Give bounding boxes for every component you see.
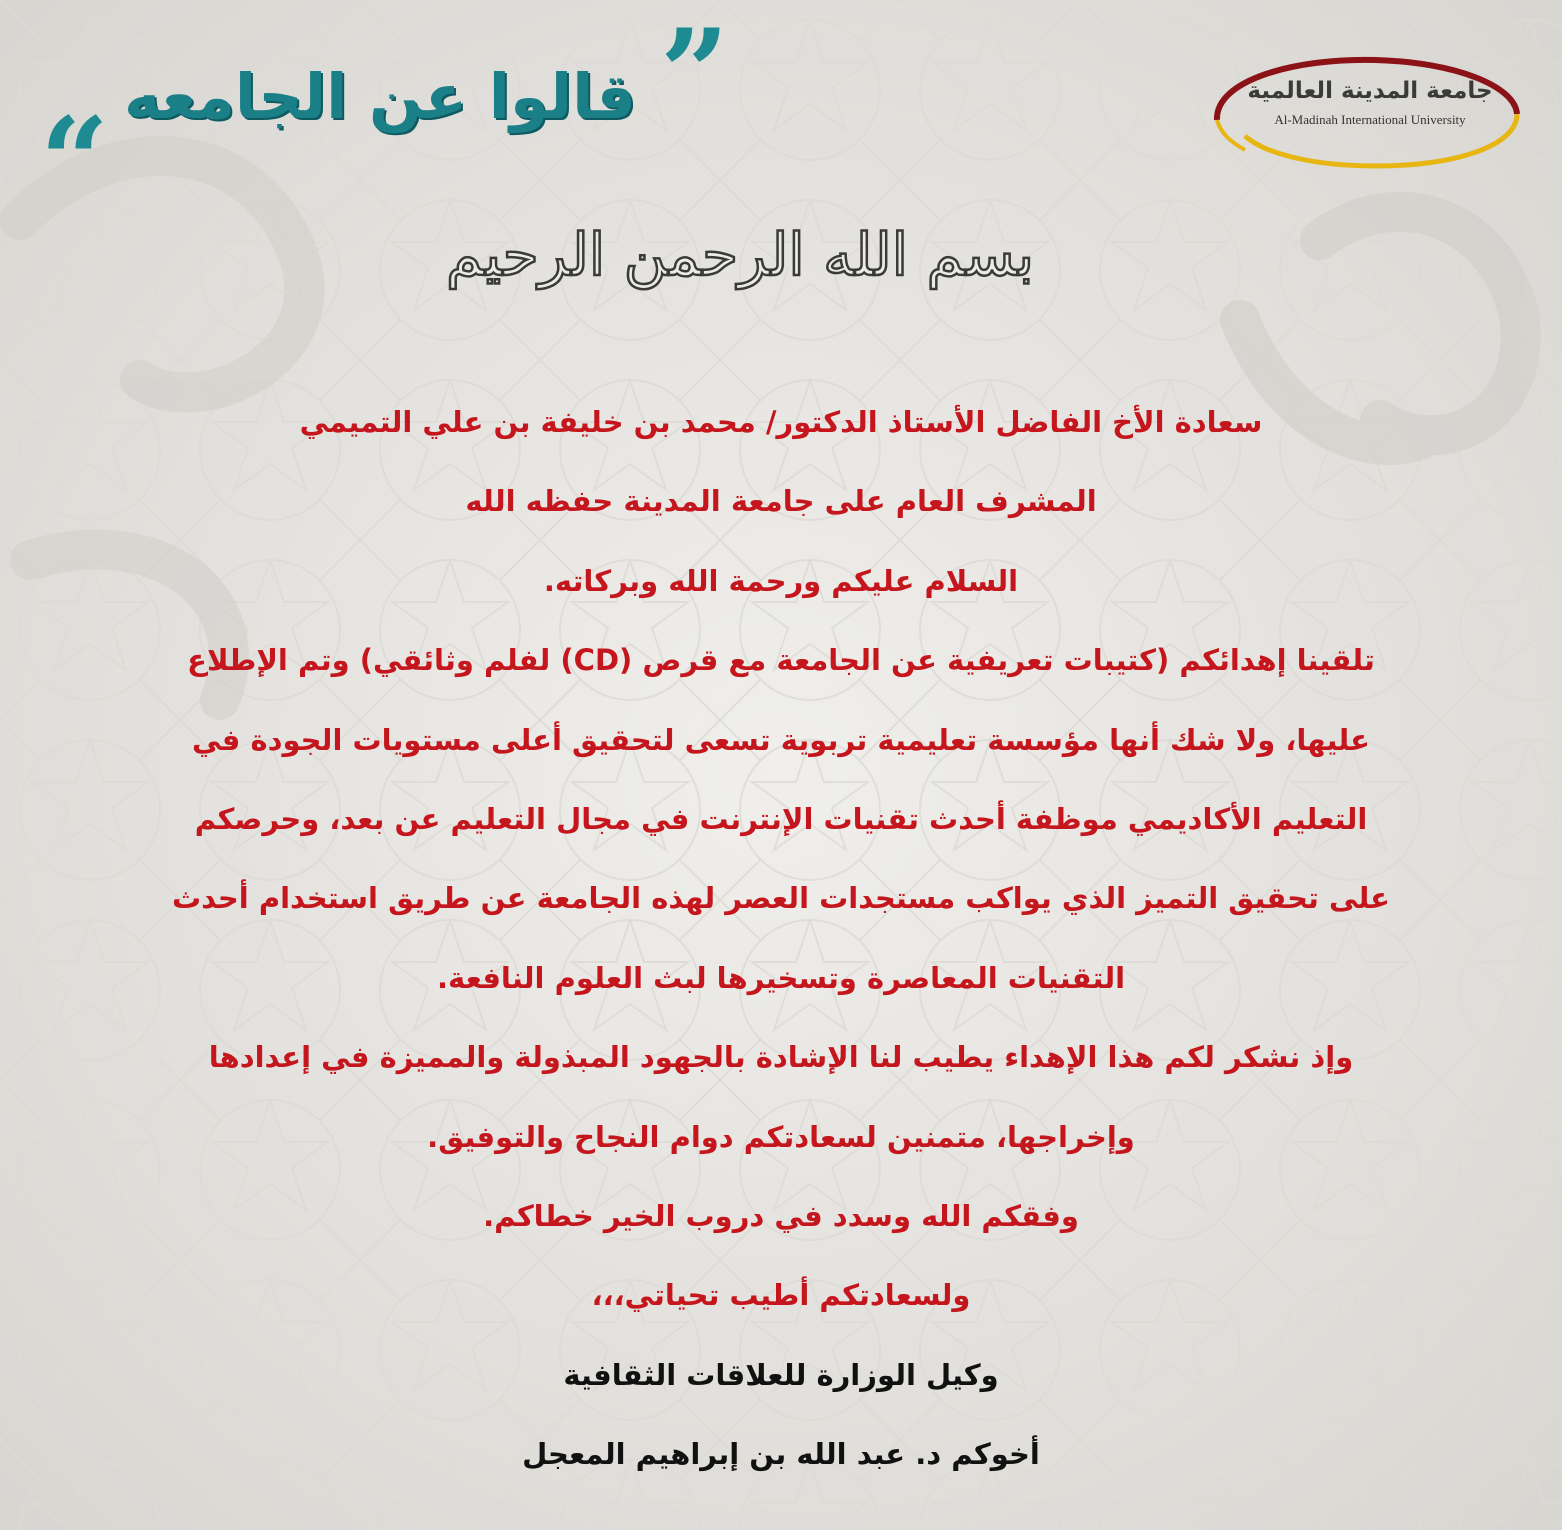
university-logo bbox=[1205, 50, 1525, 170]
letter-line-body: التقنيات المعاصرة وتسخيرها لبث العلوم النافعة. bbox=[436, 960, 1126, 995]
letter-line-body: تلقينا إهدائكم (كتيبات تعريفية عن الجامعة مع قرص (CD) لفلم وثائقي) وتم الإطلاع bbox=[187, 643, 1375, 678]
page-title: قالوا عن الجامعه bbox=[123, 60, 637, 133]
letter-line-regards: ولسعادتكم أطيب تحياتي،،، bbox=[591, 1278, 971, 1313]
letter-line-closing: وفقكم الله وسدد في دروب الخير خطاكم. bbox=[483, 1198, 1079, 1233]
letter-body bbox=[0, 392, 1562, 1503]
letter-line-recipient: سعادة الأخ الفاضل الأستاذ الدكتور/ محمد بن خليفة بن علي التميمي bbox=[299, 405, 1263, 439]
signature-title: وكيل الوزارة للعلاقات الثقافية bbox=[563, 1357, 999, 1392]
letter-line-body: التعليم الأكاديمي موظفة أحدث تقنيات الإنترنت في مجال التعليم عن بعد، وحرصكم bbox=[194, 801, 1368, 836]
closing-quote-mark: ” bbox=[660, 3, 730, 144]
basmala-text: بسم الله الرحمن الرحيم bbox=[446, 221, 1034, 289]
letter-line-body: وإذ نشكر لكم هذا الإهداء يطيب لنا الإشادة بالجهود المبذولة والمميزة في إعدادها bbox=[208, 1040, 1354, 1075]
letter-line-body: وإخراجها، متمنين لسعادتكم دوام النجاح والتوفيق. bbox=[427, 1119, 1135, 1154]
header bbox=[0, 0, 1562, 232]
logo-arabic-name: جامعة المدينة العالمية bbox=[1247, 78, 1493, 104]
letter-line-recipient-title: المشرف العام على جامعة المدينة حفظه الله bbox=[465, 484, 1097, 519]
logo-english-name: Al-Madinah International University bbox=[1274, 112, 1466, 127]
letter-line-body: عليها، ولا شك أنها مؤسسة تعليمية تربوية تسعى لتحقيق أعلى مستويات الجودة في bbox=[192, 722, 1370, 757]
signature-name: أخوكم د. عبد الله بن إبراهيم المعجل bbox=[522, 1437, 1040, 1472]
letter-line-greeting: السلام عليكم ورحمة الله وبركاته. bbox=[543, 563, 1019, 598]
opening-quote-mark: “ bbox=[40, 91, 110, 232]
letter-line-body: على تحقيق التميز الذي يواكب مستجدات العصر لهذه الجامعة عن طريق استخدام أحدث bbox=[172, 881, 1390, 916]
basmala bbox=[440, 190, 1040, 320]
logo-ring-icon bbox=[1205, 50, 1525, 170]
